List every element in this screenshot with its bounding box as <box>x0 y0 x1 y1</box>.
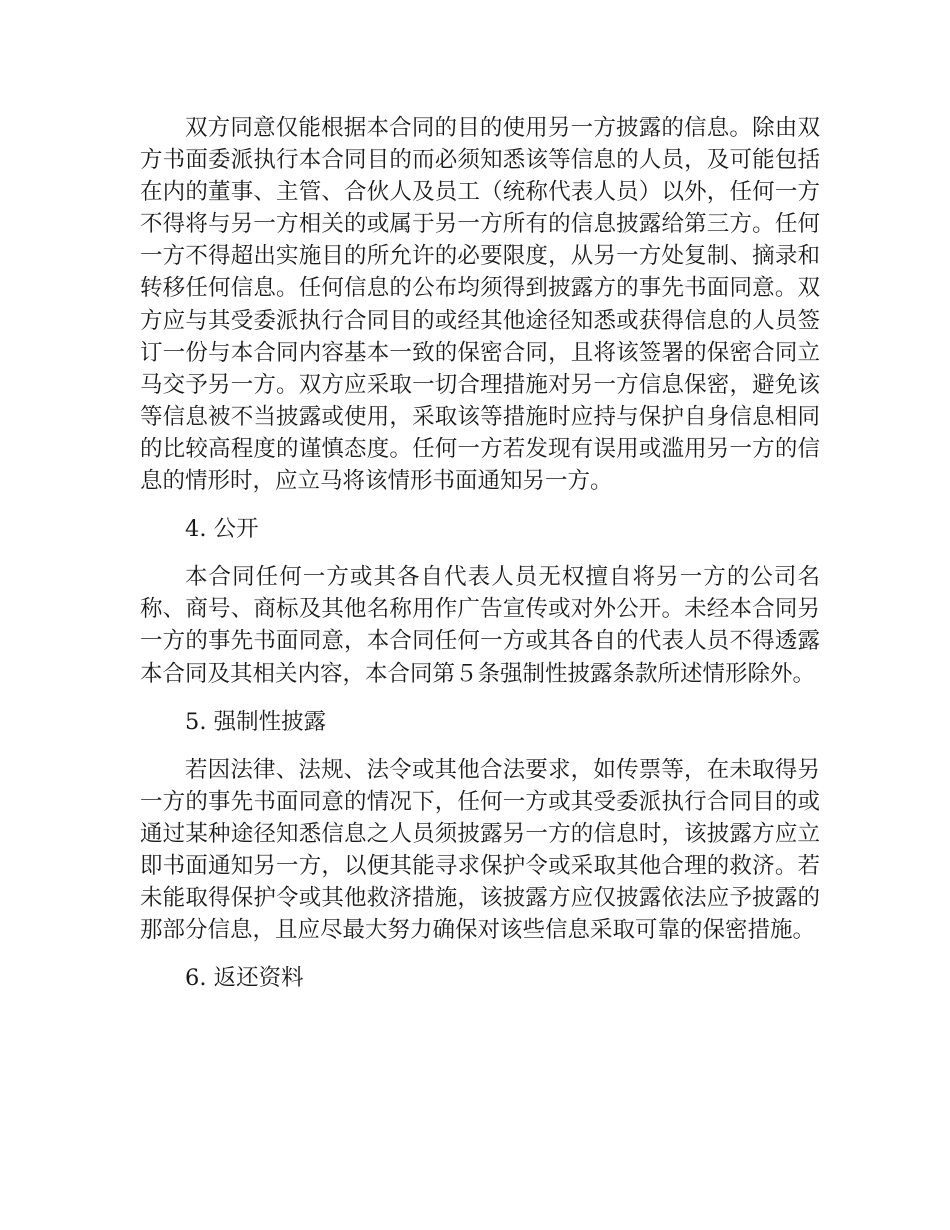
section-heading-return-materials: 6. 返还资料 <box>185 965 304 992</box>
document-body <box>140 112 820 1010</box>
section-heading-mandatory-disclosure: 5. 强制性披露 <box>185 708 327 735</box>
section-heading-publicity: 4. 公开 <box>185 516 259 543</box>
mandatory-disclosure-paragraph: 若因法律、法规、法令或其他合法要求，如传票等，在未取得另一方的事先书面同意的情况下，任何一方或其受委派执行合同目的或通过某种途径知悉信息之人员须披露另一方的信息时，该披露方应立即书面通知另一方，以便其能寻求保护令或采取其他合理的救济。若未能取得保护令或其他救济措施，该披露方应仅披露依法应予披露的那部分信息，且应尽最大努力确保对该些信息采取可靠的保密措施。 <box>140 756 820 944</box>
confidentiality-paragraph: 双方同意仅能根据本合同的目的使用另一方披露的信息。除由双方书面委派执行本合同目的而必须知悉该等信息的人员，及可能包括在内的董事、主管、合伙人及员工（统称代表人员）以外，任何一方不得将与另一方相关的或属于另一方所有的信息披露给第三方。任何一方不得超出实施目的所允许的必要限度，从另一方处复制、摘录和转移任何信息。任何信息的公布均须得到披露方的事先书面同意。双方应与其受委派执行合同目的或经其他途径知悉或获得信息的人员签订一份与本合同内容基本一致的保密合同，且将该签署的保密合同立马交予另一方。双方应采取一切合理措施对另一方信息保密，避免该等信息被不当披露或使用，采取该等措施时应持与保护自身信息相同的比较高程度的谨慎态度。任何一方若发现有误用或滥用另一方的信息的情形时，应立马将该情形书面通知另一方。 <box>140 115 820 495</box>
publicity-paragraph: 本合同任何一方或其各自代表人员无权擅自将另一方的公司名称、商号、商标及其他名称用作广告宣传或对外公开。未经本合同另一方的事先书面同意，本合同任何一方或其各自的代表人员不得透露本合同及其相关内容，本合同第５条强制性披露条款所述情形除外。 <box>140 564 820 687</box>
